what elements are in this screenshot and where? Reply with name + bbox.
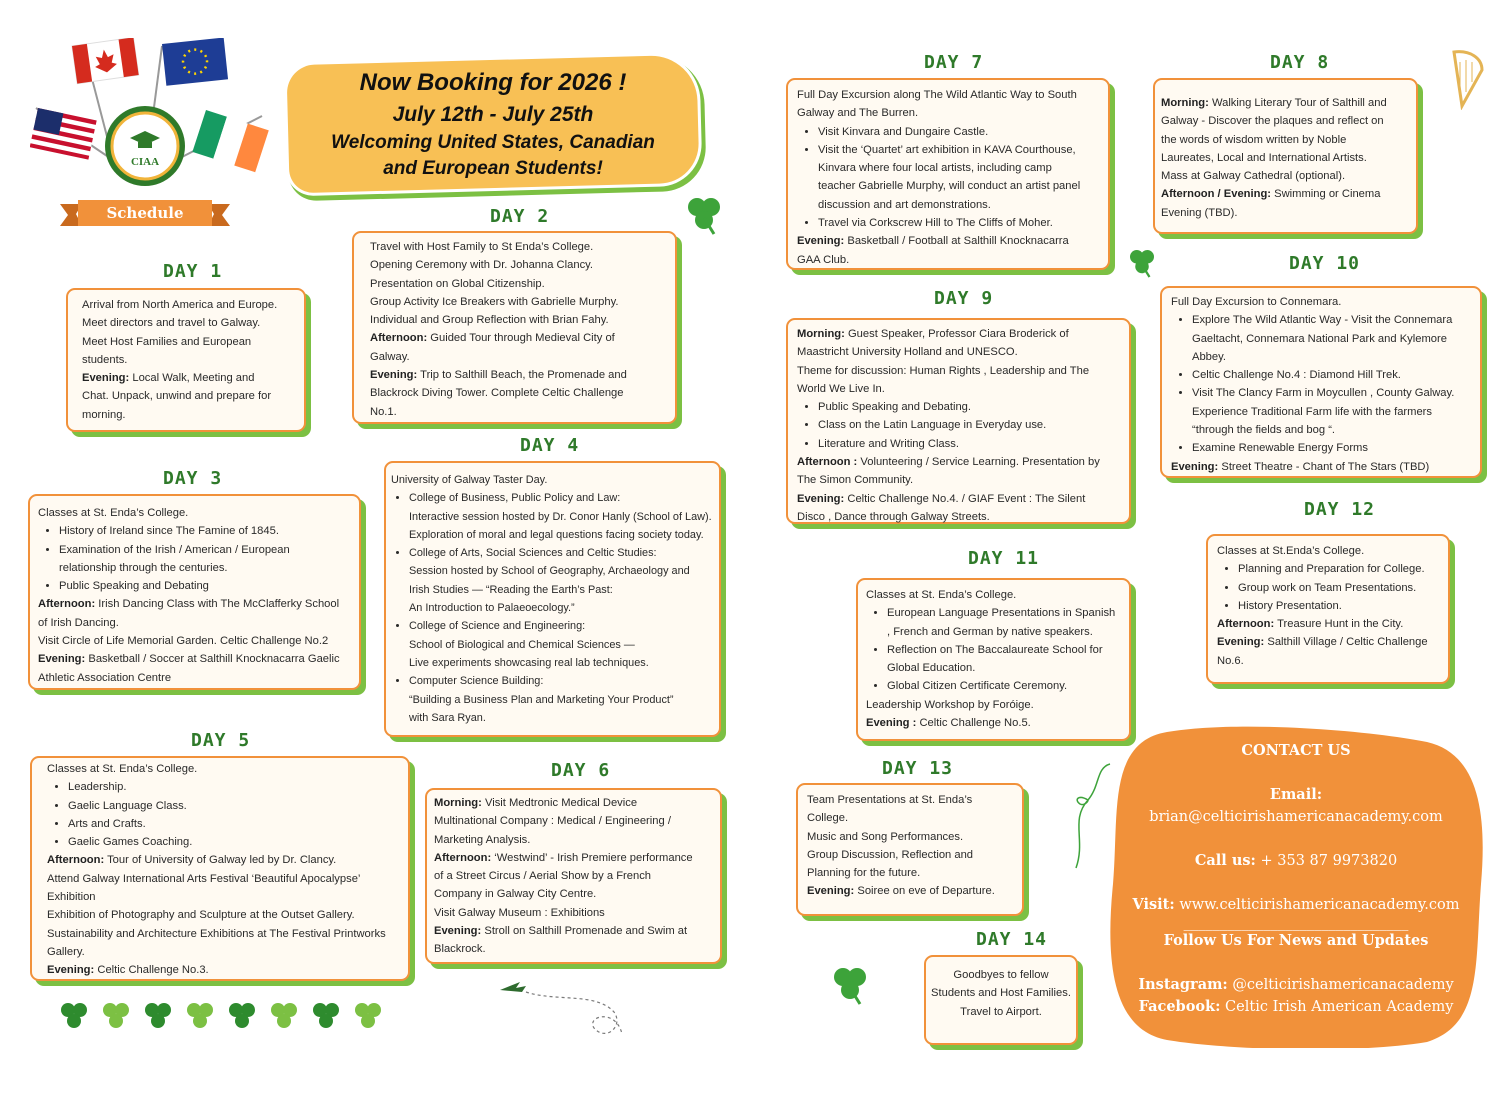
day3-heading: DAY 3 [163,468,223,489]
day2-card: Travel with Host Family to St Enda’s College. Opening Ceremony with Dr. Johanna Clancy. Presentation on Global Citizenship. Group Activity Ice Breakers with Gabrielle Murphy. Individual and Group Reflection with Brian Fahy. Afternoon: Guided Tour through Medieval City of Galway. Evening: Trip to Salthill Beach, the Promenade and Blackrock Diving Tower. Complete Celtic Challenge No.1. [352,231,677,424]
canada-flag-icon [72,38,139,84]
banner-welcome-2: and European Students! [383,158,603,179]
email-link[interactable]: brian@celticirishamericanacademy.com [1149,809,1443,825]
banner-title: Now Booking for 2026 ! [359,69,627,96]
banner-welcome-1: Welcoming United States, Canadian [331,132,655,153]
day2-heading: DAY 2 [490,206,550,227]
day5-heading: DAY 5 [191,730,251,751]
booking-banner-text [288,66,698,182]
day6-card: Morning: Visit Medtronic Medical Device Multinational Company : Medical / Engineering / Marketing Analysis. Afternoon: ‘Westwind’ - Irish Premiere performance of a Street Circus / Aerial Show by a French Company in Galway City Centre. Visit Galway Museum : Exhibitions Evening: Stroll on Salthill Promenade and Swim at Blackrock. [425,788,722,964]
day6-heading: DAY 6 [551,760,611,781]
day13-heading: DAY 13 [882,758,954,779]
shamrock-icon [680,190,728,238]
follow-heading: Follow Us For News and Updates [1163,932,1429,949]
facebook-link[interactable]: Facebook: Celtic Irish American Academy [1138,998,1454,1015]
shamrock-row-icon [56,994,386,1038]
contact-heading: CONTACT US [1241,742,1351,759]
day8-card: Morning: Walking Literary Tour of Salthill and Galway - Discover the plaques and reflect on the words of wisdom written by Noble Laureates, Local and International Artists. Mass at Galway Cathedral (optional). Afternoon / Evening: Swimming or Cinema Evening (TBD). [1153,78,1418,234]
day9-card: Morning: Guest Speaker, Professor Ciara Broderick of Maastricht University Holland and UNESCO. Theme for discussion: Human Rights , Leadership and The World We Live In. • Public Speaking and Debating. • Class on the Latin Language in Everyday use. • Literature and Writing Class. Afternoon : Volunteering / Service Learning. Presentation by The Simon Community. Evening: Celtic Challenge No.4. / GIAF Event : The Silent Disco , Dance through Galway Streets. [786,318,1131,524]
divider: _______________________________ [1183,915,1409,931]
day13-card: Team Presentations at St. Enda’s College. Music and Song Performances. Group Discussion, Reflection and Planning for the future. Evening: Soiree on eve of Departure. [796,783,1024,916]
day7-card: Full Day Excursion along The Wild Atlantic Way to South Galway and The Burren. • Visit Kinvara and Dungaire Castle. • Visit the ‘Quartet’ art exhibition in KAVA Courthouse, Kinvara where four local artists, including camp teacher Gabrielle Murphy, will conduct an artist panel discussion and art demonstrations. • Travel via Corkscrew Hill to The Cliffs of Moher. Evening: Basketball / Football at Salthill Knocknacarra GAA Club. [786,78,1110,270]
shamrock-icon [1124,244,1160,280]
shamrock-icon [826,960,874,1008]
eu-flag-icon [162,38,228,86]
day12-heading: DAY 12 [1304,499,1376,520]
day7-heading: DAY 7 [924,52,984,73]
usa-flag-icon [30,108,97,160]
day4-heading: DAY 4 [520,435,580,456]
day4-card: University of Galway Taster Day. • College of Business, Public Policy and Law: Interactive session hosted by Dr. Conor Hanly (School of Law). Exploration of moral and legal questions facing society today. • College of Arts, Social Sciences and Celtic Studies: Session hosted by School of Geography, Archaeology and Irish Studies — “Reading the Earth’s Past: An Introduction to Palaeoecology.” • College of Science and Engineering: School of Biological and Chemical Sciences — Live experiments showcasing real lab techniques. • Computer Science Building: “Building a Business Plan and Marketing Your Product” with Sara Ryan. [384,461,721,737]
day14-heading: DAY 14 [976,929,1048,950]
day1-card: Arrival from North America and Europe. Meet directors and travel to Galway. Meet Host Families and European students. Evening: Local Walk, Meeting and Chat. Unpack, unwind and prepare for morning. [66,288,306,432]
airplane-icon [496,972,636,1042]
day3-card: Classes at St. Enda’s College. • History of Ireland since The Famine of 1845. • Examination of the Irish / American / European relationship through the centuries. • Public Speaking and Debating Afternoon: Irish Dancing Class with The McClafferky School of Irish Dancing. Visit Circle of Life Memorial Garden. Celtic Challenge No.2 Evening: Basketball / Soccer at Salthill Knocknacarra Gaelic Athletic Association Centre [28,494,361,690]
day9-heading: DAY 9 [934,288,994,309]
day8-heading: DAY 8 [1270,52,1330,73]
vine-decoration-icon [1066,760,1116,870]
phone-line[interactable]: Call us: + 353 87 9973820 [1194,852,1398,869]
ciaa-logo [105,106,185,186]
instagram-link[interactable]: Instagram: @celticirishamericanacademy [1138,976,1454,993]
contact-section [1120,740,1472,1018]
harp-icon [1448,48,1488,110]
day10-heading: DAY 10 [1289,253,1361,274]
day12-card: Classes at St.Enda’s College. • Planning and Preparation for College. • Group work on Team Presentations. • History Presentation. Afternoon: Treasure Hunt in the City. Evening: Salthill Village / Celtic Challenge No.6. [1206,534,1450,684]
day5-card: Classes at St. Enda’s College. • Leadership. • Gaelic Language Class. • Arts and Crafts. • Gaelic Games Coaching. Afternoon: Tour of University of Galway led by Dr. Clancy. Attend Galway International Arts Festival ‘Beautiful Apocalypse’ Exhibition Exhibition of Photography and Sculpture at the Outset Gallery. Sustainability and Architecture Exhibitions at The Festival Printworks Gallery. Evening: Celtic Challenge No.3. [30,756,410,981]
banner-dates: July 12th - July 25th [392,103,594,126]
email-label: Email: [1269,786,1323,803]
logo-text: CIAA [130,156,160,168]
day11-heading: DAY 11 [968,548,1040,569]
day1-heading: DAY 1 [163,261,223,282]
day10-card: Full Day Excursion to Connemara. • Explore The Wild Atlantic Way - Visit the Connemara Gaeltacht, Connemara National Park and Kylemore Abbey. • Celtic Challenge No.4 : Diamond Hill Trek. • Visit The Clancy Farm in Moycullen , County Galway. Experience Traditional Farm life with the farmers “through the fields and bog “. • Examine Renewable Energy Forms Evening: Street Theatre - Chant of The Stars (TBD) [1160,286,1482,478]
schedule-ribbon-label: Schedule [106,204,184,222]
website-link[interactable]: Visit: www.celticirishamericanacademy.com [1132,896,1460,913]
day14-card: Goodbyes to fellow Students and Host Families. Travel to Airport. [924,955,1078,1045]
day11-card: Classes at St. Enda’s College. • European Language Presentations in Spanish , French and German by native speakers. • Reflection on The Baccalaureate School for Global Education. • Global Citizen Certificate Ceremony. Leadership Workshop by Foróige. Evening : Celtic Challenge No.5. [856,578,1131,741]
